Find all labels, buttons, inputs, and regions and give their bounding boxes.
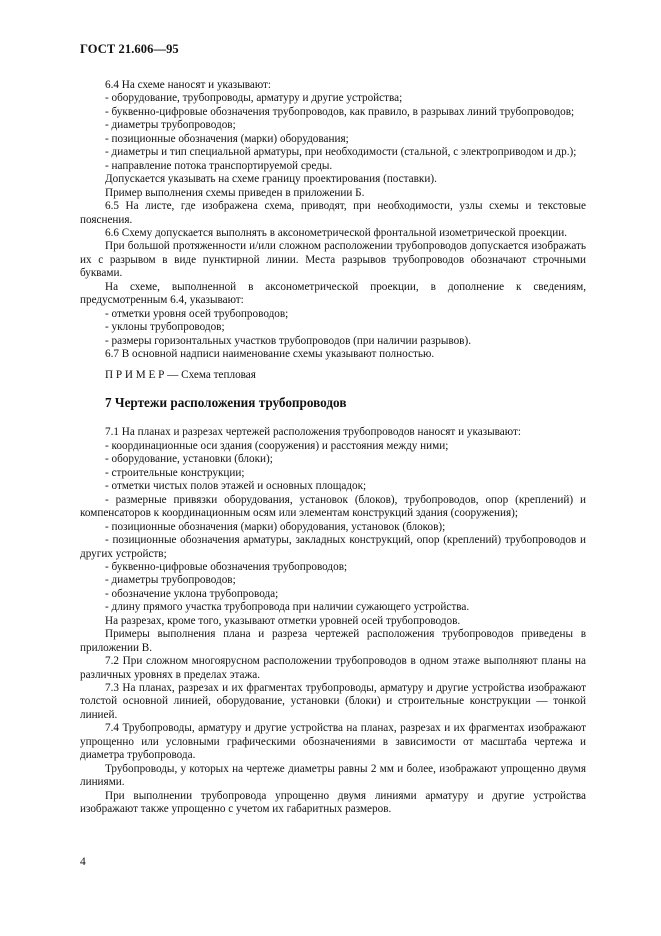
list-item: - направление потока транспортируемой среды. <box>105 159 333 172</box>
paragraph: Примеры выполнения плана и разреза чертежей расположения трубопроводов приведены в приложении В. <box>80 628 586 654</box>
list-item: - размеры горизонтальных участков трубопроводов (при наличии разрывов). <box>105 334 471 347</box>
page-body <box>80 79 586 817</box>
list-item: - позиционные обозначения (марки) оборудования, установок (блоков); <box>105 520 446 533</box>
paragraph: При выполнении трубопровода упрощенно двумя линиями арматуру и другие устройства изображают также упрощенно с учетом их габаритных размеров. <box>80 789 586 816</box>
list-item: - обозначение уклона трубопровода; <box>105 587 279 600</box>
list-item: - длину прямого участка трубопровода при наличии сужающего устройства. <box>105 601 470 614</box>
paragraph-7-2: 7.2 При сложном многоярусном расположении трубопроводов в одном этаже выполняют планы на различных уровнях в пределах этажа. <box>80 655 586 681</box>
paragraph: На схеме, выполненной в аксонометрической проекции, в дополнение к сведениям, предусмотренным 6.4, указывают: <box>80 280 586 307</box>
paragraph: При большой протяженности и/или сложном расположении трубопроводов допускается изображать их с разрывом в виде пунктирной линии. Места разрывов трубопроводов обозначают строчными буквами. <box>80 240 586 280</box>
list-item: - отметки уровня осей трубопроводов; <box>105 307 289 320</box>
list-item: - оборудование, трубопроводы, арматуру и другие устройства; <box>105 92 403 105</box>
list-item: - оборудование, установки (блоки); <box>105 453 273 466</box>
paragraph-7-3: 7.3 На планах, разрезах и их фрагментах трубопроводы, арматуру и другие устройства изображают толстой основной линией, оборудование, установки (блоки) и строительные конструкции — тонкой линией. <box>80 682 586 721</box>
list-item: - диаметры трубопроводов; <box>105 119 236 132</box>
list-item: - позиционные обозначения (марки) оборудования; <box>105 132 349 145</box>
paragraph-6-7: 6.7 В основной надписи наименование схемы указывают полностью. <box>105 348 435 361</box>
list-item: - диаметры и тип специальной арматуры, при необходимости (стальной, с электроприводом и др.); <box>105 146 577 159</box>
paragraph: Пример выполнения схемы приведен в приложении Б. <box>105 186 365 199</box>
paragraph-7-4: 7.4 Трубопроводы, арматуру и другие устройства на планах, разрезах и их фрагментах изображают упрощенно или условными графическими обозначениями в зависимости от масштаба чертежа и диаметра трубопровода. <box>80 722 586 762</box>
paragraph-6-4: 6.4 На схеме наносят и указывают: <box>105 79 272 91</box>
paragraph: Трубопроводы, у которых на чертеже диаметры равны 2 мм и более, изображают упрощенно двумя линиями. <box>80 762 586 789</box>
paragraph-7-1: 7.1 На планах и разрезах чертежей расположения трубопроводов наносят и указывают: <box>105 426 521 439</box>
list-item: - уклоны трубопроводов; <box>105 321 225 334</box>
document-header: ГОСТ 21.606—95 <box>80 42 179 56</box>
paragraph-6-5: 6.5 На листе, где изображена схема, приводят, при необходимости, узлы схемы и текстовые пояснения. <box>80 200 586 226</box>
page-number: 4 <box>80 856 86 868</box>
list-item: - отметки чистых полов этажей и основных площадок; <box>105 480 367 493</box>
list-item: - буквенно-цифровые обозначения трубопроводов, как правило, в разрывах линий трубопроводов; <box>105 105 575 118</box>
list-item: - позиционные обозначения арматуры, закладных конструкций, опор (креплений) трубопроводов и других устройств; <box>80 534 586 560</box>
list-item: - размерные привязки оборудования, установок (блоков), трубопроводов, опор (креплений) и компенсаторов к координационным осям или элементам конструкций здания (сооружения); <box>80 493 586 520</box>
paragraph: На разрезах, кроме того, указывают отметки уровней осей трубопроводов. <box>105 614 461 627</box>
paragraph-6-6: 6.6 Схему допускается выполнять в аксонометрической фронтальной изометрической проекции. <box>105 226 568 239</box>
example-note: П Р И М Е Р — Схема тепловая <box>105 368 256 381</box>
list-item: - буквенно-цифровые обозначения трубопроводов; <box>105 560 348 573</box>
list-item: - координационные оси здания (сооружения) и расстояния между ними; <box>105 439 449 452</box>
section-title: 7 Чертежи расположения трубопроводов <box>105 394 347 410</box>
list-item: - диаметры трубопроводов; <box>105 574 236 587</box>
paragraph: Допускается указывать на схеме границу проектирования (поставки). <box>105 173 437 186</box>
list-item: - строительные конструкции; <box>105 466 245 479</box>
